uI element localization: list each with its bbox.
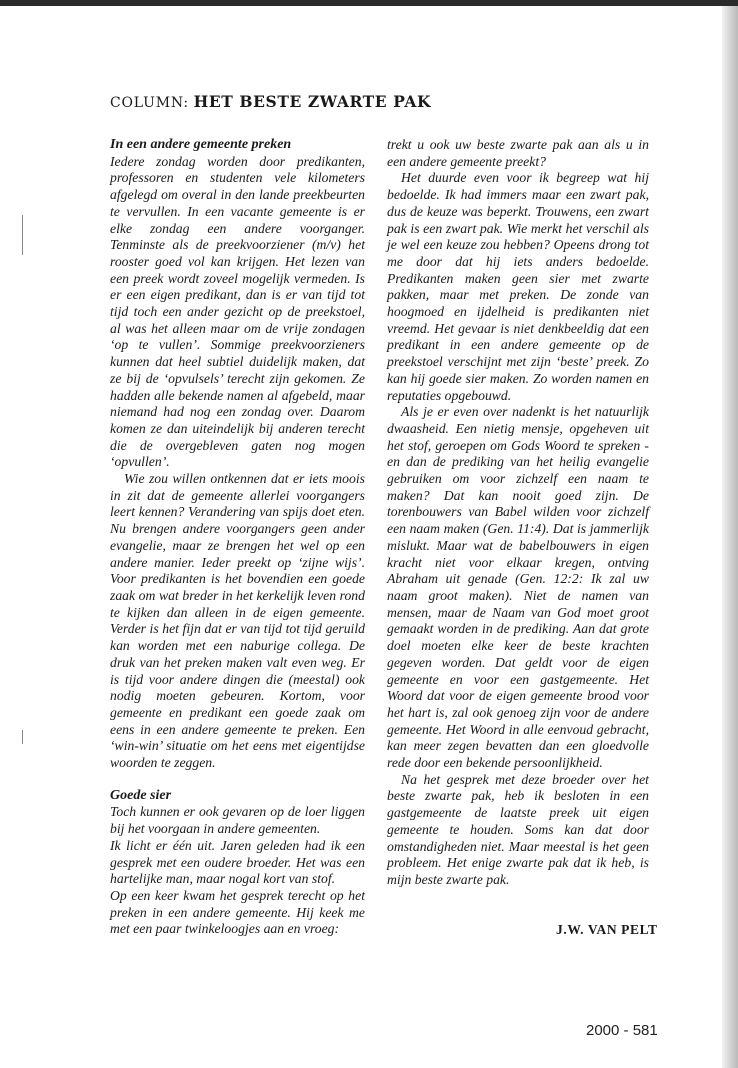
paragraph: Ik licht er één uit. Jaren geleden had ik een gesprek met een oudere broeder. Het was een hartelijke man, maar nogal kort van stof. — [110, 837, 365, 887]
paragraph: Op een keer kwam het gesprek terecht op het preken in een andere gemeente. Hij keek me met een paar twinkeloogjes aan en vroeg: — [110, 887, 365, 937]
column-header — [110, 92, 431, 111]
article-title: HET BESTE ZWARTE PAK — [193, 92, 432, 111]
paragraph: Als je er even over nadenkt is het natuurlijk dwaasheid. Een nietig mensje, opgeheven uit het stof, geroepen om Gods Woord te spreken - en dan de prediking van het heilig evangelie gebruiken om voor zichzelf een naam te maken? Dat kan nooit goed zijn. De torenbouwers van Babel wilden voor zichzelf een naam maken (Gen. 11:4). Dat is jammerlijk mislukt. Maar wat de babelbouwers in eigen kracht niet voor elkaar kregen, ontving Abraham uit genade (Gen. 12:2: Ik zal uw naam groot maken). Niet de namen van mensen, maar de Naam van God moet groot gemaakt worden in de prediking. Aan dat grote doel moeten elke keer de beste krachten gegeven worden. Dat geldt voor de eigen gemeente en voor een gastgemeente. Het Woord dat voor de eigen gemeente brood voor het hart is, zal ook genoeg zijn voor de andere gemeente. Het Woord in alle eenvoud gebracht, kan meer zegen bevatten dan een gloedvolle rede door een bekende persoonlijkheid. — [387, 404, 649, 771]
paragraph: Wie zou willen ontkennen dat er iets moois in zit dat de gemeente allerlei voorgangers leert kennen? Verandering van spijs doet eten. Nu brengen andere voorgangers geen ander evangelie, maar ze brengen het wel op een andere manier. Ieder preekt op ‘zijne wijs’. Voor predikanten is het bovendien een goede zaak om wat breder in het kerkelijk leven rond te kijken dan alleen in de eigen gemeente. Verder is het fijn dat er van tijd tot tijd geruild kan worden met een naburige collega. De druk van het preken maken valt even weg. Er is tijd voor andere dingen die (meestal) ook nodig moeten gebeuren. Kortom, voor gemeente en predikant een goede zaak om eens in een andere gemeente te preken. Een ‘win-win’ situatie om het eens met eigentijdse woorden te zeggen. — [110, 471, 365, 771]
paragraph: Het duurde even voor ik begreep wat hij bedoelde. Ik had immers maar een zwart pak, dus de keuze was beperkt. Trouwens, een zwart pak is een zwart pak. Wie merkt het verschil als je wel een keuze zou hebben? Opeens drong tot me door dat hij iets anders bedoelde. Predikanten maken geen sier met zwarte pakken, maar met preken. De zonde van hoogmoed en ijdelheid is predikanten niet vreemd. Het gevaar is niet denkbeeldig dat een predikant in een andere gemeente op de preekstoel verschijnt met zijn ‘beste’ preek. Zo kan hij goede sier maken. Zo worden namen en reputaties opgebouwd. — [387, 170, 649, 403]
margin-mark — [22, 730, 23, 744]
page-number: 2000 - 581 — [586, 1022, 658, 1039]
left-column — [110, 137, 365, 938]
paragraph: trekt u ook uw beste zwarte pak aan als u in een andere gemeente preekt? — [387, 137, 649, 169]
column-label: COLUMN: — [110, 95, 189, 111]
paragraph: Iedere zondag worden door predikanten, professoren en studenten vele kilometers afgelegd om overal in den lande preekbeurten te vervullen. In een vacante gemeente is er elke zondag een andere voorganger. Tenminste als de preekvoorziener (m/v) het rooster goed vol kan krijgen. Het lezen van een preek wordt zoveel mogelijk vermeden. Is er een eigen predikant, dan is er van tijd tot tijd toch een ander gezicht op de preekstoel, al was het alleen maar om de vrije zondagen ‘op te vullen’. Sommige preekvoorzieners kunnen dat heel subtiel duidelijk maken, dat ze bij de ‘opvulsels’ terecht zijn gekomen. Ze hadden alle bekende namen al afgebeld, maar niemand had nog een zondag over. Daarom komen ze dan uiteindelijk bij anderen terecht die de overgebleven gaten nog mogen ‘opvullen’. — [110, 153, 365, 470]
right-column — [387, 137, 649, 889]
author-signature: J.W. VAN PELT — [556, 922, 658, 937]
section-heading: Goede sier — [110, 787, 172, 803]
margin-mark — [22, 215, 23, 255]
scan-top-border — [0, 0, 738, 6]
section-heading: In een andere gemeente preken — [110, 137, 292, 152]
page-edge-shadow — [722, 6, 738, 1068]
paragraph: Na het gesprek met deze broeder over het beste zwarte pak, heb ik besloten in een gastgemeente de laatste preek uit eigen gemeente te houden. Soms kan dat door omstandigheden niet. Maar meestal is het geen probleem. Het enige zwarte pak dat ik heb, is mijn beste zwarte pak. — [387, 771, 649, 887]
paragraph: Toch kunnen er ook gevaren op de loer liggen bij het voorgaan in andere gemeenten. — [110, 804, 365, 837]
